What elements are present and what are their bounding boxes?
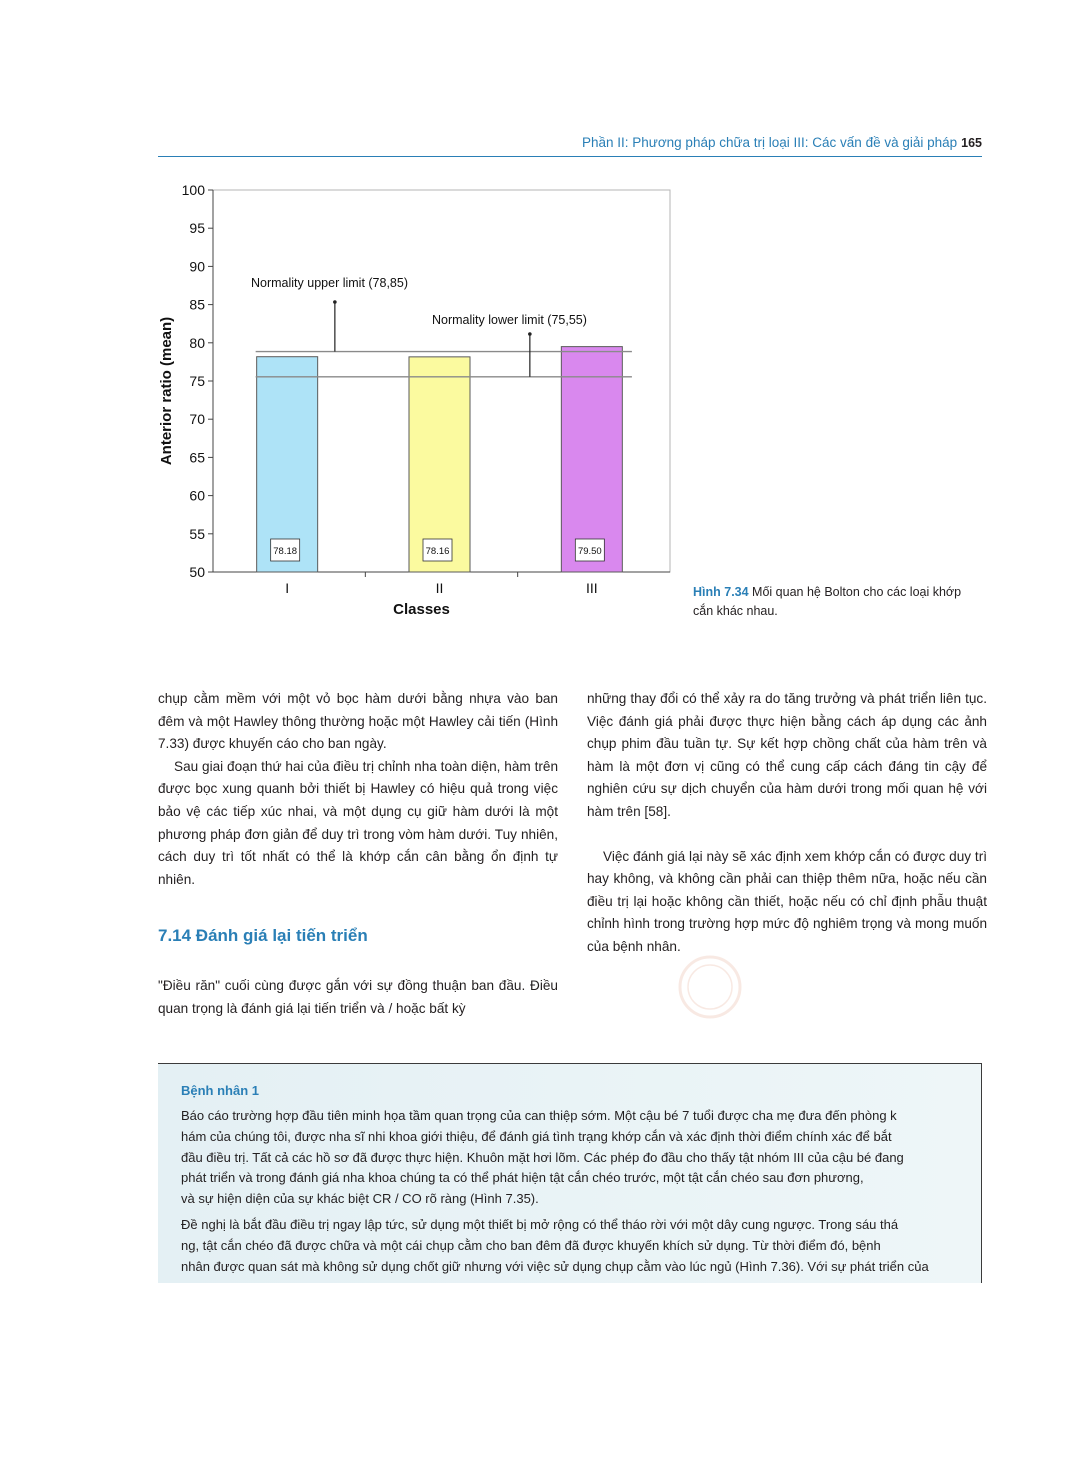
upper-limit-pointer-tip xyxy=(333,300,337,304)
bar-III xyxy=(561,347,622,572)
left-paragraph-3: "Điều răn" cuối cùng được gắn với sự đồng thuận ban đầu. Điều quan trọng là đánh giá lại tiến triển và / hoặc bất kỳ xyxy=(158,978,558,1016)
lower-limit-pointer-tip xyxy=(528,332,532,336)
running-header xyxy=(158,134,982,157)
figure-caption xyxy=(693,583,983,621)
caption-text: Mối quan hệ Bolton cho các loại khớp cắn khác nhau. xyxy=(693,585,962,618)
case-title: Bệnh nhân 1 xyxy=(181,1083,260,1098)
case-line: và sự hiện diện của sự khác biệt CR / CO rõ ràng (Hình 7.35). xyxy=(181,1191,539,1207)
left-column xyxy=(158,688,558,1021)
y-tick-label: 100 xyxy=(181,182,205,198)
y-tick-label: 75 xyxy=(189,373,205,389)
value-label: 78.16 xyxy=(425,546,450,557)
section-title: 7.14 Đánh giá lại tiến triển xyxy=(158,926,368,946)
value-label: 79.50 xyxy=(577,546,602,557)
left-paragraph-2: Sau giai đoạn thứ hai của điều trị chỉnh nha toàn diện, hàm trên được bọc xung quanh bởi thiết bị Hawley có hiệu quả trong việc bảo vệ các tiếp xúc nhai, và một dụng cụ giữ hàm dưới là một phương pháp đơn giản để duy trì trong vòm hàm dưới. Tuy nhiên, cách duy trì tốt nhất có thể là khớp cắn cân bằng ổn định tự nhiên. xyxy=(158,758,558,887)
x-axis-label: Classes xyxy=(393,601,450,618)
y-axis-label: Anterior ratio (mean) xyxy=(158,316,175,466)
y-tick-label: 65 xyxy=(189,449,205,466)
case-box xyxy=(158,1063,982,1283)
y-tick-label: 70 xyxy=(189,411,205,428)
y-tick-label: 50 xyxy=(189,564,205,580)
case-paragraph-1 xyxy=(181,1106,967,1210)
y-tick-label: 80 xyxy=(189,334,205,351)
case-line: Đề nghị là bắt đầu điều trị ngay lập tức, sử dụng một thiết bị mở rộng có thể tháo rời với một dây cung ngược. Trong sáu thá xyxy=(181,1216,899,1232)
y-tick-label: 60 xyxy=(189,487,205,504)
lower-limit-label: Normality lower limit (75,55) xyxy=(432,313,587,327)
y-tick-label: 85 xyxy=(189,296,205,313)
left-paragraph-1: chụp cằm mềm với một vỏ bọc hàm dưới bằng nhựa vào ban đêm và một Hawley thông thường hoặc một Hawley cải tiến (Hình 7.33) được khuyến cáo cho ban ngày. xyxy=(158,691,558,752)
right-column xyxy=(587,688,987,959)
header-title: Phần II: Phương pháp chữa trị loại III: Các vấn đề và giải pháp xyxy=(581,135,958,150)
caption-label: Hình 7.34 xyxy=(693,585,749,599)
case-line: phát triển và trong đánh giá nha khoa chúng ta có thể phát hiện tật cắn chéo trước, một tật cắn chéo sau đơn phương, xyxy=(181,1170,864,1186)
x-tick-label: I xyxy=(285,580,290,596)
y-tick-label: 90 xyxy=(189,258,205,275)
page-number: 165 xyxy=(961,136,982,150)
right-paragraph-2: Việc đánh giá lại này sẽ xác định xem khớp cắn có được duy trì hay không, và không cần phải can thiệp thêm nữa, hoặc nếu cần điều trị lại hoặc không cần thiết, hoặc nếu có chỉ định phẫu thuật chỉnh hình trong trường hợp mức độ nghiêm trọng và mong muốn của bệnh nhân. xyxy=(587,848,987,954)
case-line: nhân được quan sát mà không sử dụng chốt giữ nhưng với việc sử dụng chụp cằm vào lúc ngủ (Hình 7.36). Với sự phát triển của xyxy=(181,1258,929,1274)
chart-svg xyxy=(150,175,680,630)
y-tick-label: 55 xyxy=(189,525,205,542)
case-line: ng, tật cắn chéo đã được chữa và một cái chụp cằm cho ban đêm đã được khuyến khích sử dụng. Từ thời điểm đó, bệnh xyxy=(181,1237,881,1253)
bolton-chart xyxy=(150,175,680,630)
upper-limit-label: Normality upper limit (78,85) xyxy=(251,276,408,290)
case-line: Báo cáo trường hợp đầu tiên minh họa tầm quan trọng của can thiệp sớm. Một cậu bé 7 tuổi được cha mẹ đưa đến phòng k xyxy=(181,1108,897,1123)
x-tick-label: II xyxy=(435,580,444,596)
y-tick-label: 95 xyxy=(189,220,205,237)
x-tick-label: III xyxy=(585,580,598,596)
case-line: hám của chúng tôi, được nha sĩ nhi khoa giới thiệu, để đánh giá tình trạng khớp cắn và xác định thời điểm chính xác để bắt xyxy=(181,1128,892,1144)
case-paragraph-2 xyxy=(181,1215,967,1277)
watermark-seal xyxy=(655,952,765,1022)
value-label: 78.18 xyxy=(273,546,298,557)
case-line: đầu điều trị. Tất cả các hồ sơ đã được thực hiện. Khuôn mặt hơi lõm. Các phép đo đầu cho thấy tật nhóm III của cậu bé đang xyxy=(181,1149,904,1165)
right-paragraph-1: những thay đổi có thể xảy ra do tăng trưởng và phát triển liên tục. Việc đánh giá phải được thực hiện bằng cách áp dụng các ảnh chụp phim đầu tuần tự. Sự kết hợp chồng chất của hàm trên và hàm là một đơn vị cũng có thể cung cấp cách đáng tin cậy để nghiên cứu sự dịch chuyển của hàm dưới trong mối quan hệ với hàm trên [58]. xyxy=(587,691,987,819)
